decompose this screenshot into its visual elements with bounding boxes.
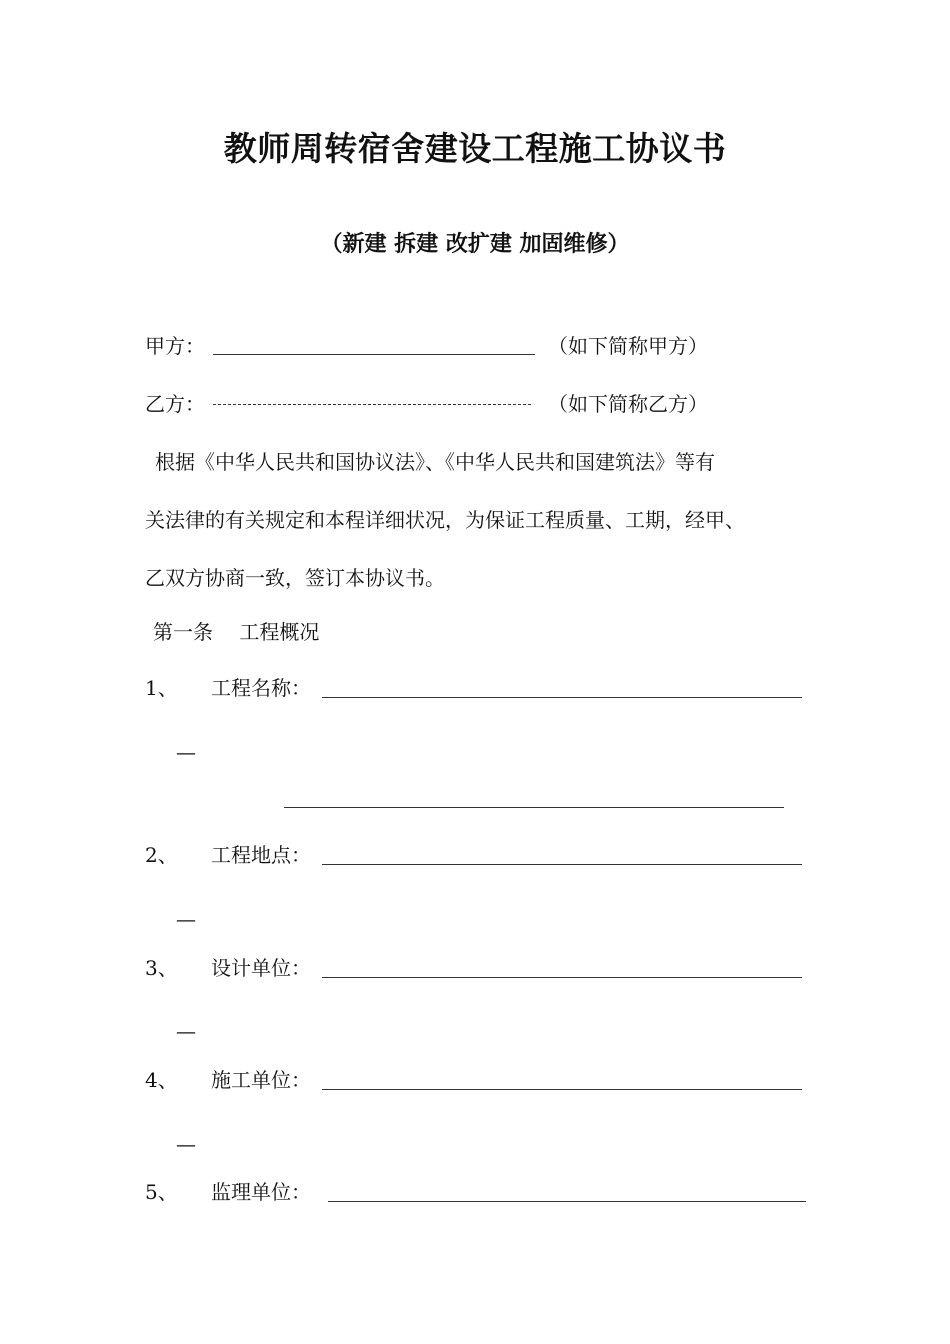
party-a-label: 甲方： <box>145 334 205 358</box>
item-4-blank <box>322 1089 802 1090</box>
party-a-note: （如下简称甲方） <box>548 334 708 358</box>
article-1-heading: 第一条 工程概况 <box>153 620 320 644</box>
item-4-number: 4、 <box>145 1068 178 1092</box>
document-subtitle: （新建 拆建 改扩建 加固维修） <box>320 232 630 257</box>
intro-line-3: 乙双方协商一致，签订本协议书。 <box>145 566 445 590</box>
party-a-blank <box>213 354 535 355</box>
item-1-continuation: — <box>176 740 196 764</box>
item-3-continuation: — <box>176 1019 196 1043</box>
item-3-blank <box>322 977 802 978</box>
item-5-number: 5、 <box>145 1180 178 1204</box>
item-2-number: 2、 <box>145 843 178 867</box>
item-3-label: 设计单位： <box>211 956 311 980</box>
item-1-number: 1、 <box>145 676 178 700</box>
intro-line-2: 关法律的有关规定和本程详细状况，为保证工程质量、工期，经甲、 <box>145 508 745 532</box>
item-3-number: 3、 <box>145 956 178 980</box>
item-2-continuation: — <box>176 907 196 931</box>
item-4-label: 施工单位： <box>211 1068 311 1092</box>
intro-line-1: 根据《中华人民共和国协议法》、《中华人民共和国建筑法》等有 <box>155 450 715 474</box>
item-5-label: 监理单位： <box>211 1180 311 1204</box>
party-b-label: 乙方： <box>145 392 205 416</box>
item-2-blank <box>322 864 802 865</box>
item-1-blank <box>322 697 802 698</box>
item-1-label: 工程名称： <box>211 676 311 700</box>
item-2-label: 工程地点： <box>211 843 311 867</box>
item-1-blank-2 <box>284 807 784 808</box>
party-b-blank <box>213 404 531 405</box>
document-title: 教师周转宿舍建设工程施工协议书 <box>223 129 727 168</box>
party-b-note: （如下简称乙方） <box>548 392 708 416</box>
item-5-blank <box>328 1201 806 1202</box>
item-4-continuation: — <box>176 1132 196 1156</box>
